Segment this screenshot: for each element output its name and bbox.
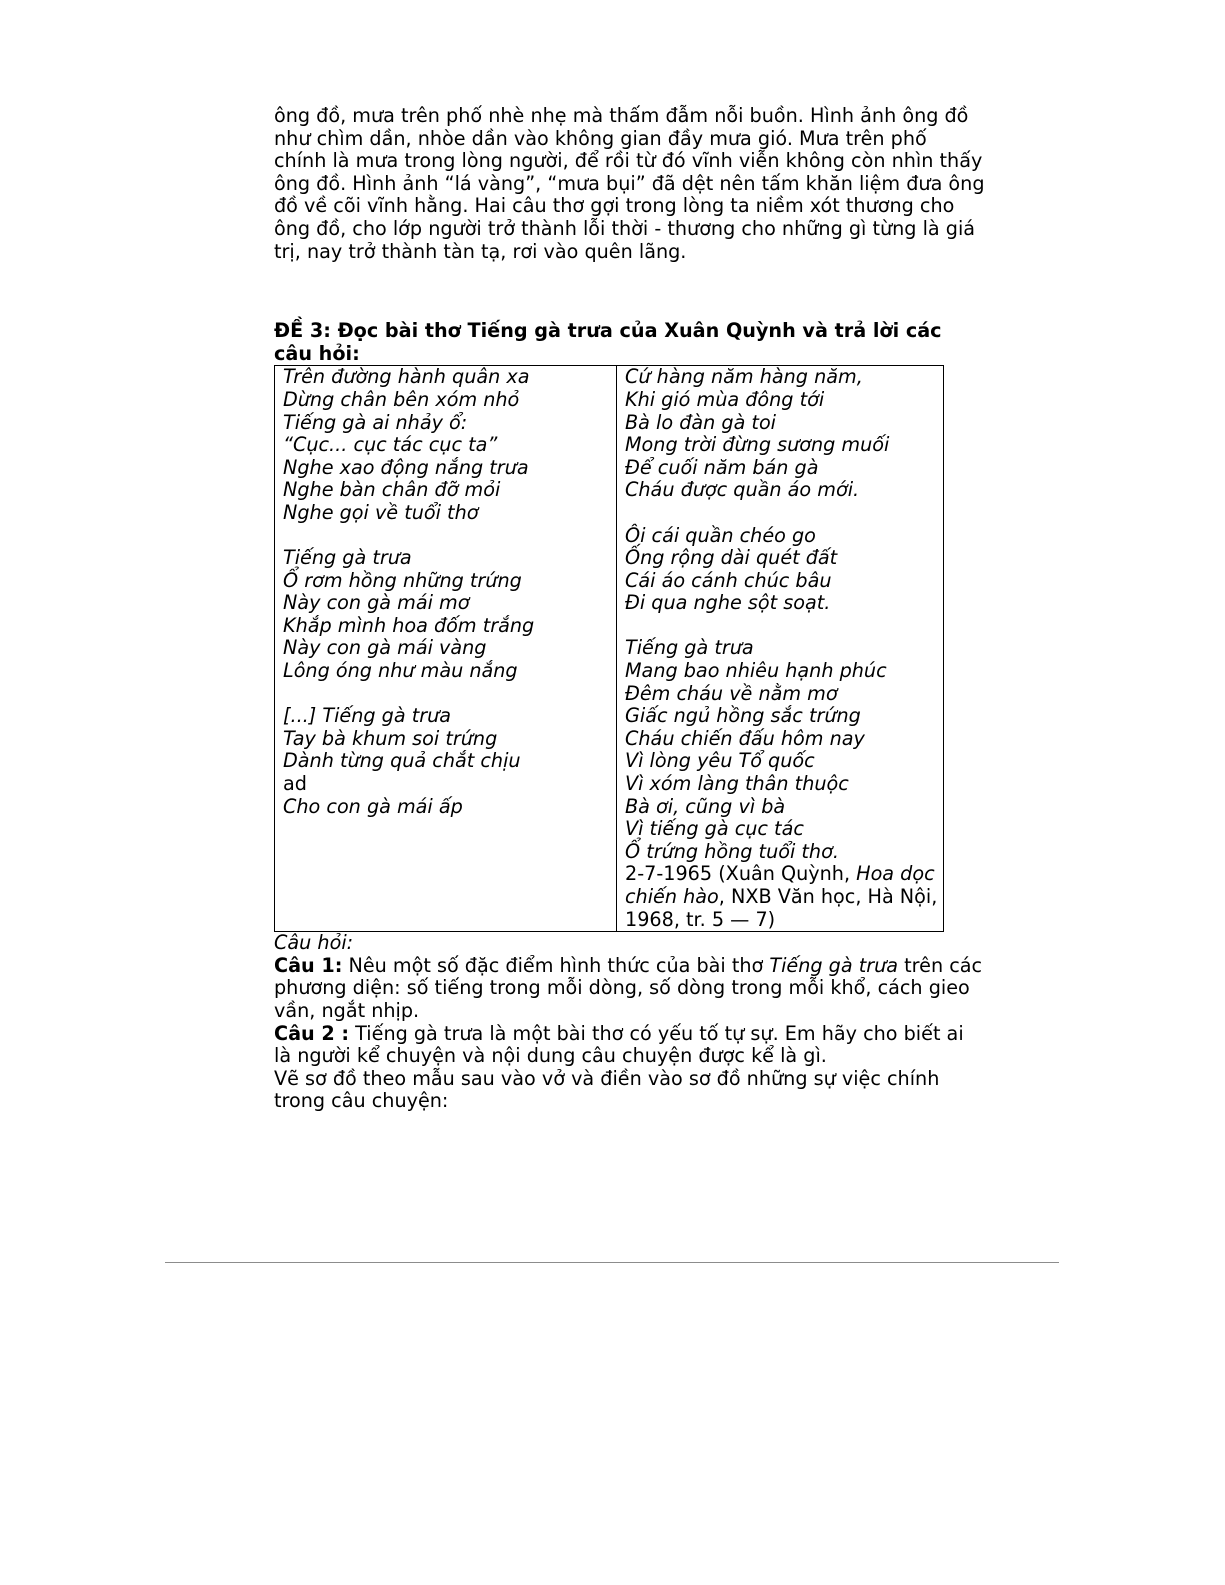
source-publisher: , NXB Văn học, Hà Nội,	[718, 885, 938, 908]
section-heading	[274, 320, 964, 365]
question-1-line: phương diện: số tiếng trong mỗi dòng, số dòng trong mỗi khổ, cách gieo	[274, 976, 970, 1000]
question-1-line: vần, ngắt nhịp.	[274, 998, 420, 1022]
poem-line: Ôi cái quần chéo go	[625, 523, 816, 547]
questions-block	[274, 932, 1009, 1113]
questions-label: Câu hỏi:	[274, 931, 354, 955]
stanza-break	[625, 615, 943, 638]
stanza-break	[283, 683, 616, 706]
stanza-break	[283, 525, 616, 548]
question-2	[274, 1023, 1009, 1113]
poem-right-column	[617, 366, 944, 932]
poem-line: Dừng chân bên xóm nhỏ	[283, 387, 520, 411]
intro-line: ông đồ. Hình ảnh “lá vàng”, “mưa bụi” đã dệt nên tấm khăn liệm đưa ông	[274, 171, 985, 195]
question-1-poem-title: Tiếng gà trưa	[769, 953, 899, 977]
question-1	[274, 955, 1009, 1023]
footer-divider	[165, 1262, 1059, 1263]
poem-line: Này con gà mái mơ	[283, 591, 470, 615]
intro-line: đồ về cõi vĩnh hằng. Hai câu thơ gợi trong lòng ta niềm xót thương cho	[274, 194, 955, 218]
poem-line: Tay bà khum soi trứng	[283, 726, 498, 750]
poem-line: Ổ rơm hồng những trứng	[283, 568, 522, 592]
source-book-title: chiến hào	[625, 885, 719, 908]
poem-line: Để cuối năm bán gà	[625, 455, 819, 479]
poem-table	[274, 365, 944, 932]
document-page	[274, 105, 1009, 1113]
poem-source-line	[625, 863, 943, 886]
poem-line: “Cục... cục tác cục ta”	[283, 433, 498, 457]
poem-line: Giấc ngủ hồng sắc trứng	[625, 704, 861, 728]
poem-line: Tiếng gà ai nhảy ổ:	[283, 410, 468, 434]
poem-source-line: 1968, tr. 5 — 7)	[625, 907, 776, 931]
poem-line: Đêm cháu về nằm mơ	[625, 681, 838, 705]
poem-line: Dành từng quả chắt chịu	[283, 749, 521, 773]
intro-line: ông đồ, cho lớp người trở thành lỗi thời - thương cho những gì từng là giá	[274, 216, 976, 240]
poem-line: Nghe xao động nắng trưa	[283, 455, 529, 479]
poem-line: Đi qua nghe sột soạt.	[625, 591, 831, 615]
poem-line: Cháu được quần áo mới.	[625, 478, 860, 502]
question-2-text: Tiếng gà trưa là một bài thơ có yếu tố tự sự. Em hãy cho biết ai	[349, 1021, 964, 1045]
poem-line: Bà lo đàn gà toi	[625, 410, 777, 434]
section-heading-line: câu hỏi:	[274, 341, 360, 365]
section-heading-line: ĐỀ 3: Đọc bài thơ Tiếng gà trưa của Xuân Quỳnh và trả lời các	[274, 319, 942, 343]
source-date-author: 2-7-1965 (Xuân Quỳnh,	[625, 862, 857, 886]
question-2-line	[274, 1023, 1009, 1046]
poem-line: [...] Tiếng gà trưa	[283, 704, 452, 728]
poem-line: Ống rộng dài quét đất	[625, 546, 838, 570]
intro-line: trị, nay trở thành tàn tạ, rơi vào quên lãng.	[274, 239, 687, 263]
poem-line: Này con gà mái vàng	[283, 636, 487, 660]
poem-line: Cháu chiến đấu hôm nay	[625, 726, 865, 750]
question-2-line: trong câu chuyện:	[274, 1089, 449, 1113]
stray-text: ad	[283, 772, 307, 796]
poem-line: Cứ hàng năm hàng năm,	[625, 365, 863, 389]
poem-line: Vì xóm làng thân thuộc	[625, 772, 849, 796]
question-2-line: Vẽ sơ đồ theo mẫu sau vào vở và điền vào sơ đồ những sự việc chính	[274, 1066, 940, 1090]
poem-line: Vì tiếng gà cục tác	[625, 817, 804, 841]
poem-line: Tiếng gà trưa	[283, 546, 412, 570]
question-1-text: Nêu một số đặc điểm hình thức của bài thơ	[342, 953, 770, 977]
poem-line: Trên đường hành quân xa	[283, 365, 530, 389]
poem-line: Nghe bàn chân đỡ mỏi	[283, 478, 501, 502]
poem-line: Cái áo cánh chúc bâu	[625, 568, 832, 592]
source-book-title: Hoa dọc	[856, 862, 935, 886]
poem-line: Khi gió mùa đông tới	[625, 387, 825, 411]
poem-source-line	[625, 886, 943, 909]
poem-left-column	[275, 366, 617, 932]
intro-paragraph	[274, 105, 996, 263]
poem-line: Vì lòng yêu Tổ quốc	[625, 749, 815, 773]
poem-line: Mong trời đừng sương muối	[625, 433, 890, 457]
poem-line: Mang bao nhiêu hạnh phúc	[625, 659, 887, 683]
poem-line: Ổ trứng hồng tuổi thơ.	[625, 839, 839, 863]
intro-line: như chìm dần, nhòe dần vào không gian đầy mưa gió. Mưa trên phố	[274, 126, 927, 150]
question-1-text: trên các	[898, 953, 983, 977]
poem-line: Khắp mình hoa đốm trắng	[283, 613, 535, 637]
intro-line: ông đồ, mưa trên phố nhè nhẹ mà thấm đẫm nỗi buồn. Hình ảnh ông đồ	[274, 104, 969, 127]
poem-line: Cho con gà mái ấp	[283, 794, 463, 818]
stanza-break	[625, 502, 943, 525]
question-2-label: Câu 2 :	[274, 1021, 350, 1045]
question-1-label: Câu 1:	[274, 953, 343, 977]
intro-line: chính là mưa trong lòng người, để rồi từ đó vĩnh viễn không còn nhìn thấy	[274, 149, 983, 173]
question-1-line	[274, 955, 1009, 978]
poem-line: Nghe gọi về tuổi thơ	[283, 500, 479, 524]
poem-line: Lông óng như màu nắng	[283, 659, 518, 683]
poem-line: Tiếng gà trưa	[625, 636, 754, 660]
poem-line: Bà ơi, cũng vì bà	[625, 794, 786, 818]
question-2-line: là người kể chuyện và nội dung câu chuyện được kể là gì.	[274, 1044, 827, 1068]
